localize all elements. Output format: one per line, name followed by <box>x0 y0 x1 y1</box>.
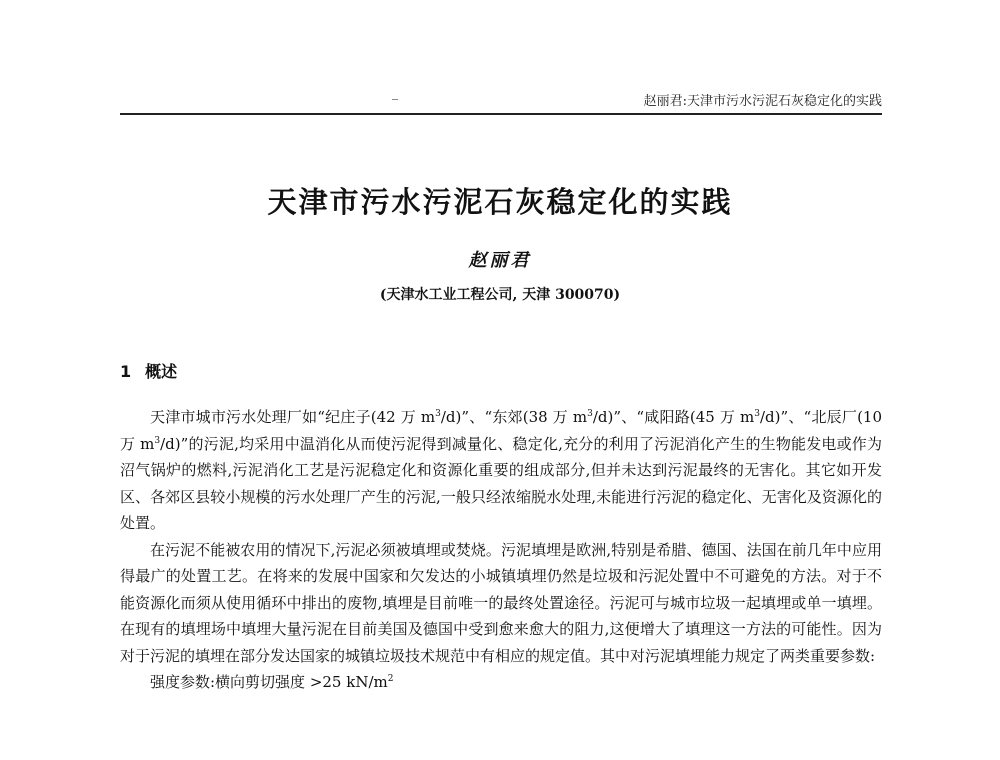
section-number: 1 <box>120 362 132 381</box>
superscript-3: 3 <box>587 409 593 419</box>
superscript-2: 2 <box>387 674 394 684</box>
p1-part-c: /d)”、“咸阳路(45 万 m <box>592 408 755 426</box>
paragraph-2: 在污泥不能被农用的情况下,污泥必须被填埋或焚烧。污泥填埋是欧洲,特别是希腊、德国、法国在前几年中应用得最广的处置工艺。在将来的发展中国家和欠发达的小城镇填埋仍然是垃圾和污泥处置中不可避免的方法。对于不能资源化而须从使用循环中排出的废物,填埋是目前唯一的最终处置途径。污泥可与城市垃圾一起填埋或单一填埋。在现有的填埋场中填埋大量污泥在目前美国及德国中受到愈来愈大的阻力,这便增大了填理这一方法的可能性。因为对于污泥的填埋在部分发达国家的城镇垃圾技术规范中有相应的规定值。其中对污泥填埋能力规定了两类重要参数: <box>120 540 882 665</box>
p1-part-d: /d)”、“北辰厂(10 万 m <box>120 408 883 453</box>
superscript-3: 3 <box>754 409 760 419</box>
section-title: 概述 <box>145 362 178 381</box>
p1-part-a: 天津市城市污水处理厂如“纪庄子(42 万 m <box>150 408 436 426</box>
superscript-3: 3 <box>154 435 161 446</box>
author-affiliation: (天津水工业工程公司, 天津 300070) <box>379 287 621 303</box>
paragraph-3 <box>120 669 882 696</box>
article-title: 天津市污水污泥石灰稳定化的实践 <box>267 185 733 219</box>
running-header: 赵丽君:天津市污水污泥石灰稳定化的实践 <box>643 94 882 109</box>
superscript-3: 3 <box>435 409 441 419</box>
p3-text: 强度参数:横向剪切强度 >25 kN/m <box>150 673 388 691</box>
header-rule <box>120 113 882 115</box>
p1-part-b: /d)”、“东郊(38 万 m <box>440 408 588 426</box>
author-name: 赵丽君 <box>468 250 532 271</box>
section-heading <box>120 359 177 382</box>
p1-part-e: /d)”的污泥,均采用中温消化从而使污泥得到减量化、稳定化,充分的利用了污泥消化产生的生物能发电或作为沼气锅炉的燃料,污泥消化工艺是污泥稳定化和资源化重要的组成部分,但并未达到污泥最终的无害化。其它如开发区、各郊区县较小规模的污水处理厂产生的污泥,一般只经浓缩脱水处理,未能进行污泥的稳定化、无害化及资源化的处置。 <box>120 434 882 532</box>
paragraph-1 <box>120 404 882 537</box>
body-text <box>120 404 882 696</box>
header-mark <box>392 99 398 100</box>
